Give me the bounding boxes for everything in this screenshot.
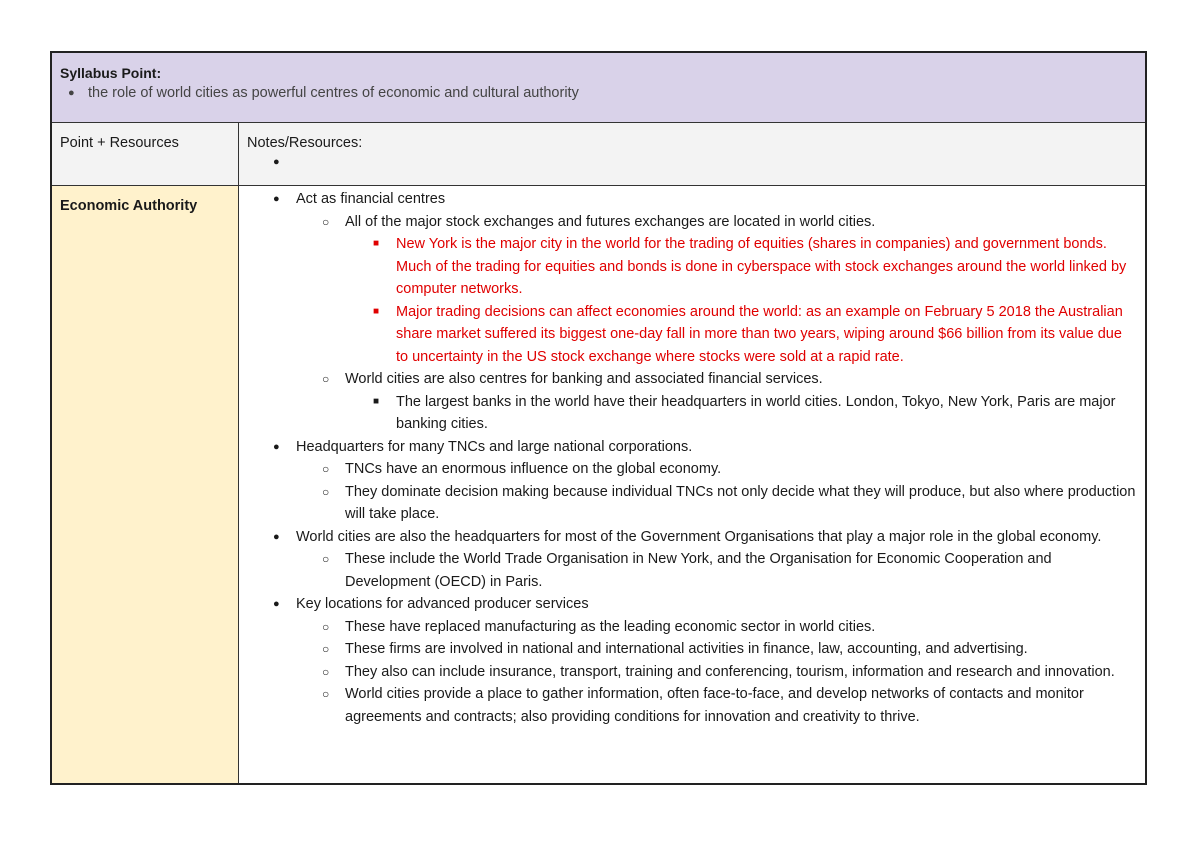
- circle-bullet-icon: ○: [322, 687, 330, 701]
- circle-bullet-icon: ○: [322, 642, 330, 656]
- sub-list-item: [296, 683, 1137, 728]
- sub-list: [296, 211, 1137, 436]
- sub-list-item-text: These firms are involved in national and international activities in finance, law, accounting, and advertising.: [345, 641, 1028, 657]
- sub-list-item: [296, 548, 1137, 593]
- circle-bullet-icon: ○: [322, 484, 330, 499]
- syllabus-title: Syllabus Point:: [60, 65, 162, 81]
- sub-sub-list-item: [370, 233, 1137, 301]
- sub-list-item: [296, 638, 1137, 661]
- circle-bullet-icon: ○: [322, 462, 330, 476]
- circle-bullet-icon: ○: [322, 664, 330, 679]
- sub-sub-list-item-text: The largest banks in the world have their headquarters in world cities. London, Tokyo, New York, Paris are major banking cities.: [396, 393, 1116, 432]
- circle-bullet-icon: ○: [322, 552, 330, 566]
- disc-bullet-icon: ●: [273, 440, 280, 453]
- bullet-icon: ●: [68, 87, 75, 99]
- circle-bullet-icon: ○: [322, 619, 330, 634]
- sub-list-item: [296, 368, 1137, 436]
- sub-list-item: [296, 211, 1137, 369]
- list-item: [247, 436, 1137, 526]
- sub-sub-list-item: [370, 391, 1137, 436]
- syllabus-table: [50, 51, 1147, 785]
- syllabus-bullet: [60, 83, 1137, 103]
- sub-list-item-text: These include the World Trade Organisation in New York, and the Organisation for Economic Cooperation and Development (OECD) in Paris.: [345, 551, 1052, 590]
- list-item-text: Headquarters for many TNCs and large national corporations.: [296, 438, 693, 455]
- sub-list-item: [296, 661, 1137, 684]
- sub-list-item: [296, 458, 1137, 481]
- sub-sub-list-item-text: New York is the major city in the world for the trading of equities (shares in companies) and government bonds. Much of the trading for equities and bonds is done in cyberspace with stock exchanges around the world linked by computer networks.: [396, 236, 1127, 297]
- header-row: [52, 123, 1145, 186]
- square-bullet-icon: ■: [373, 395, 380, 407]
- list-item: [247, 188, 1137, 436]
- sub-sub-list-item-text: Major trading decisions can affect economies around the world: as an example on February 5 2018 the Australian share market suffered its biggest one-day fall in more than two years, wiping around $66 billion from its value due to uncertainty in the US stock exchange where stocks were sold at a rapid rate.: [396, 303, 1123, 365]
- sub-list-item-text: They also can include insurance, transport, training and conferencing, tourism, information and research and innovation.: [345, 663, 1115, 680]
- list-item-text: Key locations for advanced producer services: [296, 596, 589, 612]
- syllabus-bullet-text: the role of world cities as powerful centres of economic and cultural authority: [88, 85, 579, 101]
- sub-sub-list-item: [370, 301, 1137, 369]
- circle-bullet-icon: ○: [322, 214, 330, 229]
- disc-bullet-icon: ●: [273, 530, 280, 543]
- list-item: [247, 526, 1137, 594]
- sub-list: [296, 548, 1137, 593]
- list-item: [247, 593, 1137, 728]
- syllabus-row: [52, 53, 1145, 123]
- list-item-text: Act as financial centres: [296, 191, 446, 207]
- list-item-text: World cities are also the headquarters for most of the Government Organisations that play a major role in the global economy.: [296, 528, 1102, 545]
- sub-list-item: [296, 481, 1137, 526]
- square-bullet-icon: ■: [373, 238, 380, 249]
- notes-cell: [239, 186, 1145, 783]
- sub-sub-list: [370, 391, 1137, 436]
- sub-list-item-text: TNCs have an enormous influence on the global economy.: [345, 461, 722, 477]
- section-label: Economic Authority: [52, 186, 239, 783]
- sub-sub-list: [370, 233, 1137, 368]
- sub-list-item-text: World cities provide a place to gather information, often face-to-face, and develop networks of contacts and monitor agreements and contracts; also providing conditions for innovation and creativity to thrive.: [345, 686, 1084, 725]
- economic-authority-row: [52, 186, 1145, 783]
- sub-list-item-text: All of the major stock exchanges and futures exchanges are located in world cities.: [345, 213, 876, 230]
- notes-list: [247, 188, 1137, 728]
- header-right: [239, 123, 1145, 185]
- circle-bullet-icon: ○: [322, 372, 330, 386]
- sub-list-item-text: They dominate decision making because individual TNCs not only decide what they will produce, but also where production will take place.: [345, 483, 1136, 522]
- sub-list: [296, 616, 1137, 729]
- sub-list-item-text: World cities are also centres for banking and associated financial services.: [345, 371, 823, 387]
- sub-list-item-text: These have replaced manufacturing as the leading economic sector in world cities.: [345, 618, 876, 635]
- sub-list-item: [296, 616, 1137, 639]
- disc-bullet-icon: ●: [273, 598, 280, 610]
- header-left: Point + Resources: [52, 123, 239, 185]
- empty-bullet-icon: ●: [273, 156, 280, 168]
- header-right-label: Notes/Resources:: [247, 135, 363, 151]
- sub-list: [296, 458, 1137, 526]
- square-bullet-icon: ■: [373, 305, 380, 317]
- disc-bullet-icon: ●: [273, 193, 280, 205]
